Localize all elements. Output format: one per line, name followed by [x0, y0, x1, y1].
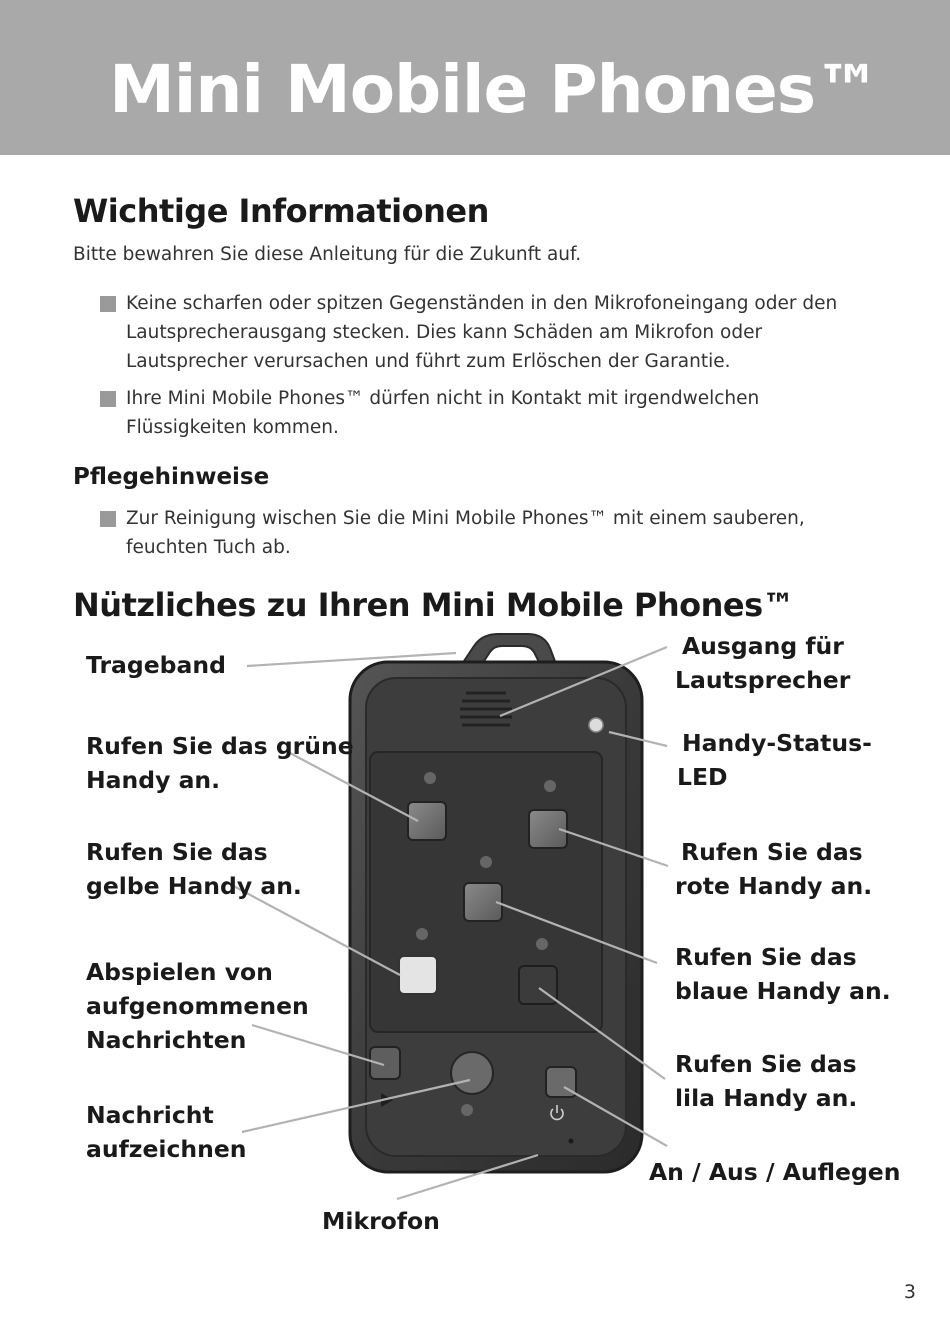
- label-line: Abspielen von: [86, 958, 273, 986]
- label-strap: [86, 648, 226, 682]
- label-line: Nachricht: [86, 1101, 214, 1129]
- list-item-text: Ihre Mini Mobile Phones™ dürfen nicht in Kontakt mit irgendwelchen Flüssigkeiten kommen.: [126, 388, 760, 438]
- label-line: rote Handy an.: [675, 872, 873, 900]
- page-title: Mini Mobile Phones™: [109, 51, 880, 128]
- label-call-purple: [675, 1047, 857, 1115]
- page-number: 3: [903, 1281, 916, 1303]
- important-info-heading: Wichtige Informationen: [73, 192, 489, 230]
- list-item-text: Zur Reinigung wischen Sie die Mini Mobile Phones™ mit einem sauberen, feuchten Tuch ab.: [126, 508, 805, 558]
- label-speaker: [675, 629, 850, 697]
- label-line: aufzeichnen: [86, 1135, 247, 1163]
- status-led-icon: [589, 718, 603, 732]
- label-power: [649, 1155, 900, 1189]
- yellow-call-button-icon: [399, 956, 437, 994]
- purple-call-button-icon: [519, 966, 557, 1004]
- label-line: Rufen Sie das grüne: [86, 732, 354, 760]
- important-info-intro: Bitte bewahren Sie diese Anleitung für die Zukunft auf.: [73, 244, 582, 265]
- label-line: Handy-Status-: [682, 729, 872, 757]
- list-item-text: Keine scharfen oder spitzen Gegenständen in den Mikrofoneingang oder den Lautsprecherausgang stecken. Dies kann Schäden am Mikrofon oder Lautsprecher verursachen und führt zum Erlöschen der Garantie.: [126, 293, 838, 372]
- label-microphone: [322, 1204, 440, 1238]
- label-line: Trageband: [86, 651, 226, 679]
- care-heading: Pflegehinweise: [73, 464, 270, 490]
- label-status-led: [677, 726, 872, 794]
- label-call-yellow: [86, 835, 302, 903]
- label-call-red: [675, 835, 872, 903]
- diagram-heading: Nützliches zu Ihren Mini Mobile Phones™: [73, 586, 795, 624]
- label-line: Rufen Sie das: [86, 838, 268, 866]
- label-line: lila Handy an.: [675, 1084, 858, 1112]
- strap-loop: [462, 634, 556, 664]
- record-button-icon: [451, 1052, 493, 1094]
- green-call-button-icon: [408, 802, 446, 840]
- microphone-hole-icon: [569, 1139, 574, 1144]
- label-line: Rufen Sie das: [675, 943, 857, 971]
- label-line: gelbe Handy an.: [86, 872, 302, 900]
- label-line: aufgenommenen: [86, 992, 309, 1020]
- label-call-green: [86, 729, 354, 797]
- label-line: Mikrofon: [322, 1207, 440, 1235]
- label-line: Rufen Sie das: [681, 838, 863, 866]
- label-playback: [86, 955, 309, 1057]
- label-line: Nachrichten: [86, 1026, 247, 1054]
- label-line: An / Aus / Auflegen: [649, 1158, 901, 1186]
- label-line: blaue Handy an.: [675, 977, 891, 1005]
- label-record: [86, 1098, 247, 1166]
- label-call-blue: [675, 940, 891, 1008]
- label-line: Rufen Sie das: [675, 1050, 857, 1078]
- label-line: LED: [677, 763, 728, 791]
- label-line: Ausgang für: [682, 632, 844, 660]
- label-line: Lautsprecher: [675, 666, 851, 694]
- label-line: Handy an.: [86, 766, 221, 794]
